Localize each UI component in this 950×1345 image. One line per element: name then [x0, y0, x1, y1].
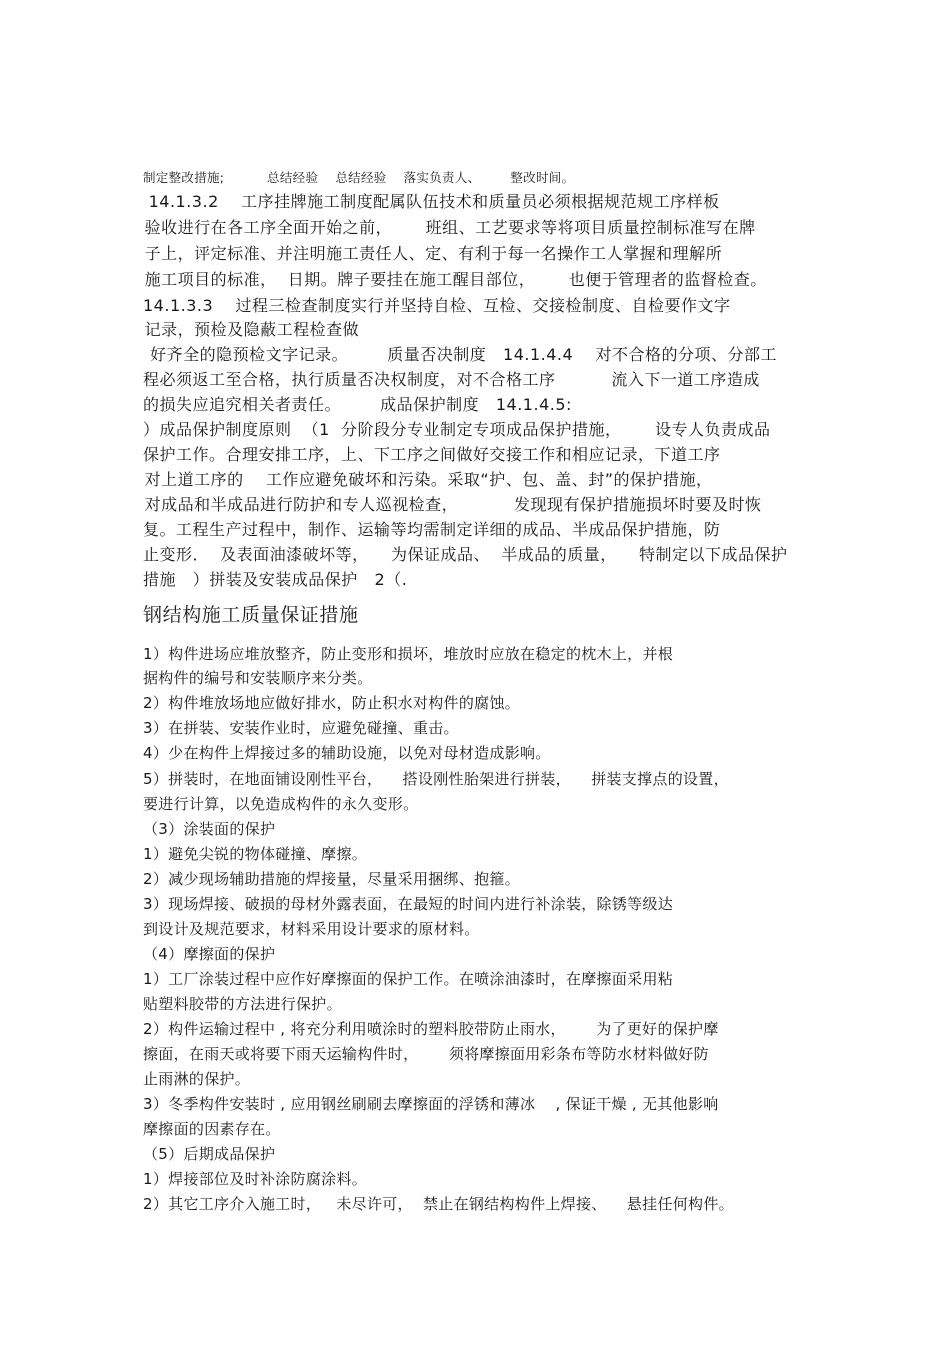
paragraph-line: 贴塑料胶带的方法进行保护。	[143, 995, 342, 1013]
paragraph-line: 措施 ）拼装及安装成品保护 2（.	[143, 570, 408, 589]
paragraph-line: 2）构件运输过程中 , 将充分利用喷涂时的塑料胶带防止雨水， 为了更好的保护摩	[143, 1020, 719, 1038]
paragraph-line: 2）减少现场辅助措施的焊接量，尽量采用捆绑、抱箍。	[143, 870, 521, 888]
paragraph-line: 据构件的编号和安装顺序来分类。	[143, 669, 373, 687]
section-title: 钢结构施工质量保证措施	[143, 604, 359, 626]
paragraph-line: 1）焊接部位及时补涂防腐涂料。	[143, 1170, 368, 1188]
paragraph-line: 14.1.3.3 过程三检查制度实行并坚持自检、互检、交接检制度、自检要作文字	[143, 296, 731, 315]
paragraph-line: 摩擦面的因素存在。	[143, 1120, 281, 1138]
paragraph-line: 记录，预检及隐蔽工程检查做	[139, 320, 360, 339]
paragraph-line: 4）少在构件上焊接过多的辅助设施，以免对母材造成影响。	[143, 744, 551, 762]
paragraph-line: 1）工厂涂装过程中应作好摩擦面的保护工作。在喷涂油漆时，在摩擦面采用粘	[143, 970, 674, 988]
paragraph-line: 止雨淋的保护。	[143, 1070, 251, 1088]
paragraph-line: 3）冬季构件安装时 , 应用钢丝刷刷去摩擦面的浮锈和薄冰 , 保证干燥 , 无其他影响	[143, 1095, 719, 1113]
paragraph-line: 对成品和半成品进行防护和专人巡视检查， 发现现有保护措施损坏时要及时恢	[139, 495, 762, 514]
paragraph-line: 止变形． 及表面油漆破坏等， 为保证成品、 半成品的质量， 特制定以下成品保护	[143, 545, 788, 564]
paragraph-line: 5）拼装时，在地面铺设刚性平台， 搭设刚性胎架进行拼装， 拼装支撑点的设置，	[143, 770, 729, 788]
paragraph-line: 子上，评定标准、并注明施工责任人、定、有利于每一名操作工人掌握和理解所	[139, 244, 723, 263]
paragraph-line: 程必须返工至合格，执行质量否决权制度，对不合格工序 流入下一道工序造成	[143, 370, 760, 389]
paragraph-heading: （5）后期成品保护	[143, 1145, 276, 1163]
paragraph-line: 对上道工序的 工作应避免破坏和污染。采取“护、包、盖、封”的保护措施，	[139, 470, 713, 489]
paragraph-line: 保护工作。合理安排工序，上、下工序之间做好交接工作和相应记录，下道工序	[143, 445, 721, 464]
paragraph-line: 2）其它工序介入施工时， 未尽许可， 禁止在钢结构构件上焊接、 悬挂任何构件。	[143, 1195, 734, 1213]
paragraph-line: ）成品保护制度原则 （1 分阶段分专业制定专项成品保护措施， 设专人负责成品	[143, 420, 771, 439]
paragraph-line: 的损失应追究相关者责任。 成品保护制度 14.1.4.5:	[143, 395, 572, 414]
paragraph-line: 施工项目的标准， 日期。牌子要挂在施工醒目部位， 也便于管理者的监督检查。	[139, 270, 767, 289]
paragraph-line: 擦面，在雨天或将要下雨天运输构件时， 须将摩擦面用彩条布等防水材料做好防	[143, 1045, 709, 1063]
paragraph-heading: （3）涂装面的保护	[143, 820, 276, 838]
paragraph-line: 1）构件进场应堆放整齐，防止变形和损坏，堆放时应放在稳定的枕木上，并根	[143, 645, 674, 663]
paragraph-line: 复。工程生产过程中，制作、运输等均需制定详细的成品、半成品保护措施，防	[143, 520, 721, 539]
paragraph-line: 3）在拼装、安装作业时，应避免碰撞、重击。	[143, 719, 459, 737]
paragraph-heading: （4）摩擦面的保护	[143, 945, 276, 963]
paragraph-line: 2）构件堆放场地应做好排水，防止积水对构件的腐蚀。	[143, 694, 521, 712]
paragraph-line: 3）现场焊接、破损的母材外露表面，在最短的时间内进行补涂装，除锈等级达	[143, 895, 674, 913]
paragraph-line: 好齐全的隐预检文字记录。 质量否决制度 14.1.4.4 对不合格的分项、分部工	[139, 345, 778, 364]
paragraph-line: 1）避免尖锐的物体碰撞、摩擦。	[143, 845, 368, 863]
paragraph-line: 要进行计算，以免造成构件的永久变形。	[143, 795, 419, 813]
paragraph-line: 到设计及规范要求，材料采用设计要求的原材料。	[143, 920, 480, 938]
paragraph-line: 14.1.3.2 工序挂牌施工制度配属队伍技术和质量员必须根据规范规工序样板	[143, 192, 720, 211]
paragraph-line: 验收进行在各工序全面开始之前， 班组、工艺要求等将项目质量控制标准写在牌	[139, 218, 756, 237]
header-line: 制定整改措施; 总结经验 总结经验 落实负责人、 整改时间。	[143, 170, 575, 185]
